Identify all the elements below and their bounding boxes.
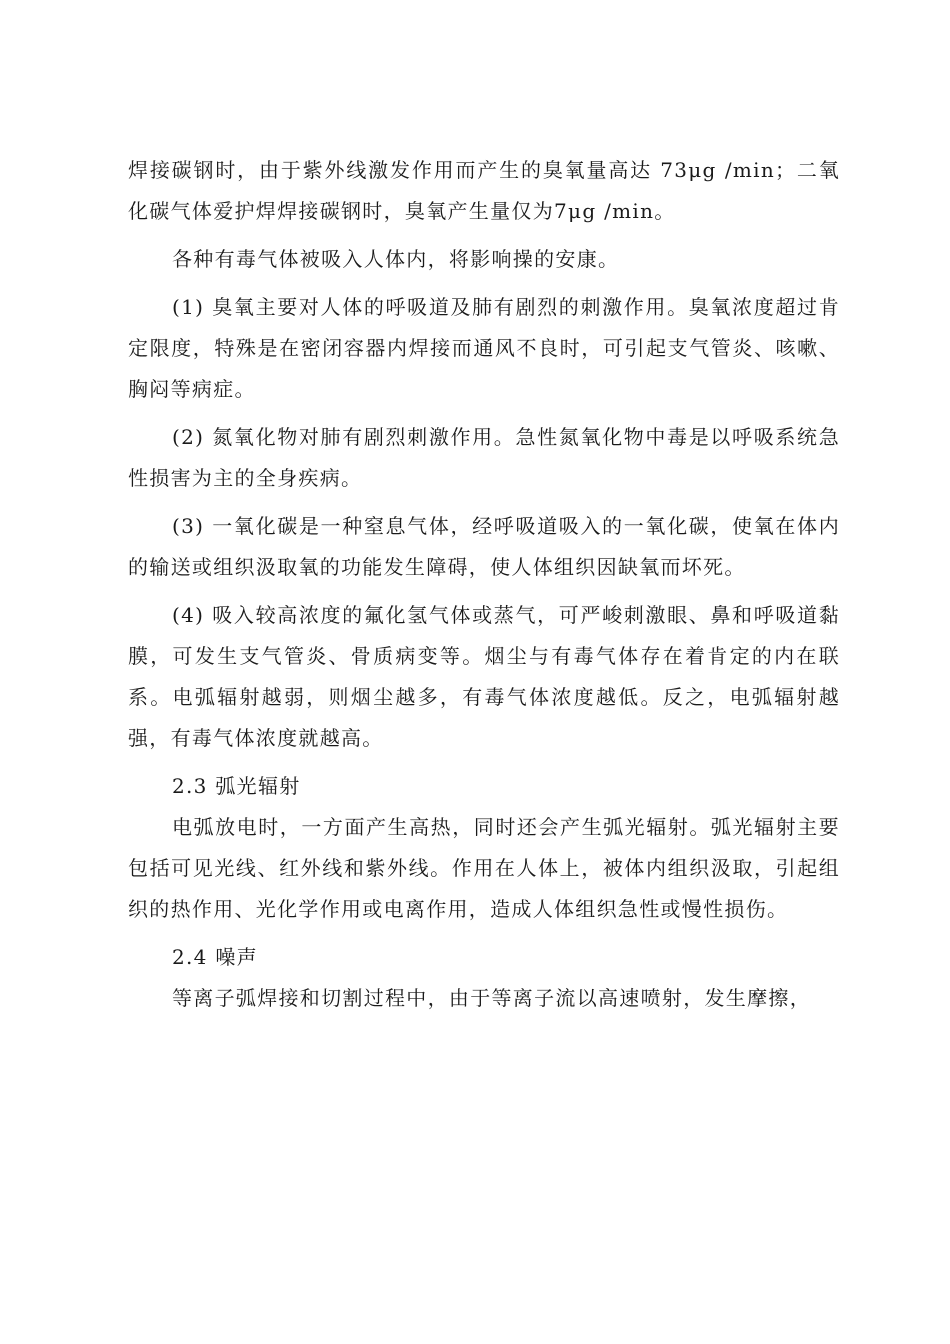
paragraph-ozone-levels: 焊接碳钢时，由于紫外线激发作用而产生的臭氧量高达 73μg /min；二氧化碳气体爱护焊焊接碳钢时，臭氧产生量仅为7μg /min。 [128,158,840,223]
paragraph-item-2-nitrogen-oxides: (2) 氮氧化物对肺有剧烈刺激作用。急性氮氧化物中毒是以呼吸系统急性损害为主的全身疾病。 [128,425,840,490]
paragraph-item-1-ozone: (1) 臭氧主要对人体的呼吸道及肺有剧烈的刺激作用。臭氧浓度超过肯定限度，特殊是在密闭容器内焊接而通风不良时，可引起支气管炎、咳嗽、胸闷等病症。 [128,295,840,401]
paragraph-arc-radiation: 电弧放电时，一方面产生高热，同时还会产生弧光辐射。弧光辐射主要包括可见光线、红外线和紫外线。作用在人体上，被体内组织汲取，引起组织的热作用、光化学作用或电离作用，造成人体组织急性或慢性损伤。 [128,815,840,921]
paragraph-toxic-gases-intro: 各种有毒气体被吸入人体内，将影响操的安康。 [172,247,620,271]
document-page [128,150,840,1019]
section-heading-arc-radiation: 2.3 弧光辐射 [172,774,301,798]
paragraph-item-3-carbon-monoxide: (3) 一氧化碳是一种窒息气体，经呼吸道吸入的一氧化碳，使氧在体内的输送或组织汲取氧的功能发生障碍，使人体组织因缺氧而坏死。 [128,514,840,579]
paragraph-item-4-hydrogen-fluoride: (4) 吸入较高浓度的氟化氢气体或蒸气，可严峻刺激眼、鼻和呼吸道黏膜，可发生支气管炎、骨质病变等。烟尘与有毒气体存在着肯定的内在联系。电弧辐射越弱，则烟尘越多，有毒气体浓度越低。反之，电弧辐射越强，有毒气体浓度就越高。 [128,603,840,750]
paragraph-noise: 等离子弧焊接和切割过程中，由于等离子流以高速喷射，发生摩擦， [172,986,811,1010]
section-heading-noise: 2.4 噪声 [172,945,258,969]
